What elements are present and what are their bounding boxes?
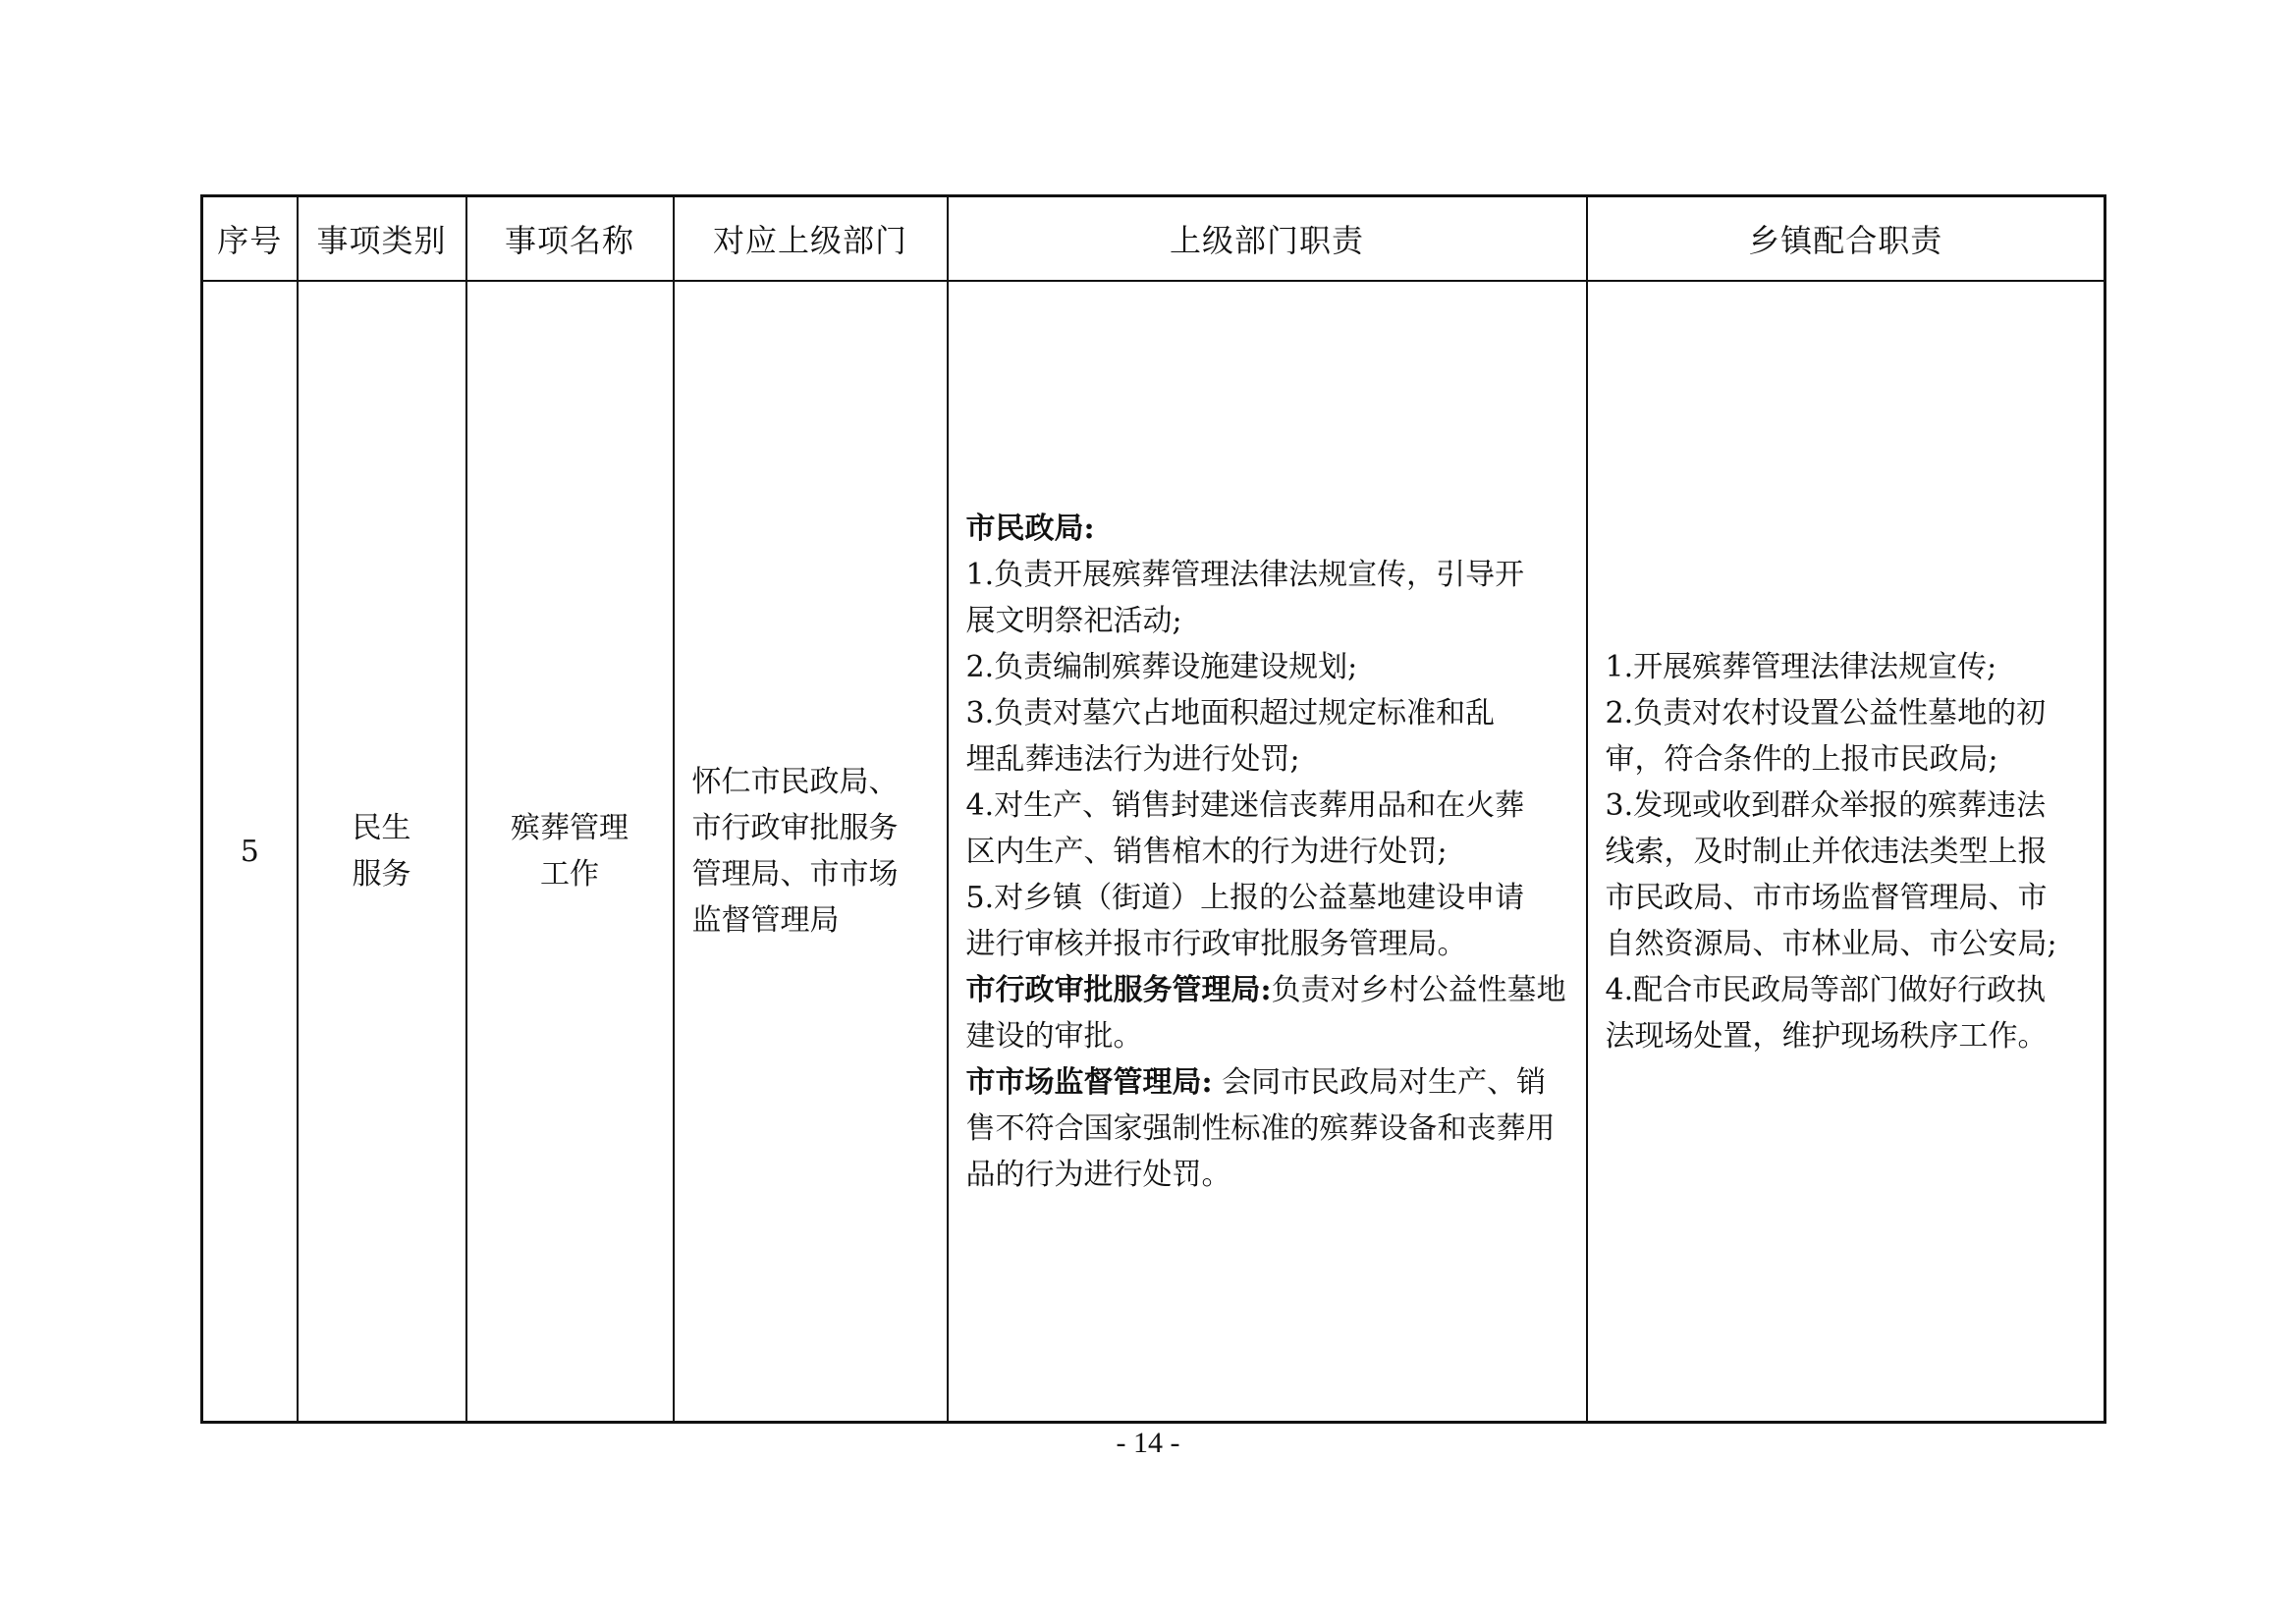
item-name-line: 工作 bbox=[540, 857, 599, 892]
row-index bbox=[202, 281, 298, 1423]
duty-line: 2.负责编制殡葬设施建设规划; bbox=[965, 649, 1358, 684]
market-supervision-title: 市市场监督管理局: bbox=[965, 1064, 1213, 1100]
duty-line: 埋乱葬违法行为进行处罚; bbox=[965, 741, 1300, 777]
township-duties-text bbox=[1606, 644, 2057, 1059]
department-line: 管理局、市市场 bbox=[691, 857, 899, 892]
row-superior-duties bbox=[948, 281, 1587, 1423]
market-supervision-text: 会同市民政局对生产、销售不符合国家强制性标准的殡葬设备和丧葬用品的行为进行处罚。 bbox=[965, 1064, 1556, 1192]
row-township-duties bbox=[1587, 281, 2105, 1423]
category-line: 民生 bbox=[352, 811, 411, 845]
item-name-line: 殡葬管理 bbox=[511, 811, 629, 845]
header-item-name: 事项名称 bbox=[466, 196, 674, 282]
market-supervision-duty bbox=[966, 1059, 1570, 1198]
township-duty-line: 线索，及时制止并依违法类型上报 bbox=[1605, 834, 2048, 869]
duty-line: 展文明祭祀活动; bbox=[965, 603, 1182, 638]
header-index: 序号 bbox=[202, 196, 298, 282]
table-header-row bbox=[202, 196, 2105, 282]
department-line: 怀仁市民政局、 bbox=[691, 765, 899, 799]
township-duty-line: 1.开展殡葬管理法律法规宣传; bbox=[1605, 649, 1997, 684]
header-superior-duties: 上级部门职责 bbox=[948, 196, 1587, 282]
duties-table bbox=[200, 194, 2106, 1424]
table-row bbox=[202, 281, 2105, 1423]
approval-bureau-duty bbox=[966, 967, 1570, 1059]
header-township-duties: 乡镇配合职责 bbox=[1587, 196, 2105, 282]
duty-line: 5.对乡镇（街道）上报的公益墓地建设申请 bbox=[965, 880, 1525, 915]
row-category bbox=[298, 281, 466, 1423]
township-duty-line: 3.发现或收到群众举报的殡葬违法 bbox=[1605, 787, 2047, 823]
category-line: 服务 bbox=[352, 857, 411, 892]
township-duty-line: 市民政局、市市场监督管理局、市 bbox=[1605, 880, 2048, 915]
duty-line: 3.负责对墓穴占地面积超过规定标准和乱 bbox=[965, 695, 1496, 730]
township-duty-line: 2.负责对农村设置公益性墓地的初 bbox=[1605, 695, 2047, 730]
header-superior-department: 对应上级部门 bbox=[674, 196, 948, 282]
duty-line: 1.负责开展殡葬管理法律法规宣传，引导开 bbox=[965, 557, 1525, 592]
department-line: 监督管理局 bbox=[691, 903, 840, 938]
approval-bureau-title: 市行政审批服务管理局: bbox=[965, 972, 1272, 1007]
row-superior-department bbox=[674, 281, 948, 1423]
duty-line: 4.对生产、销售封建迷信丧葬用品和在火葬 bbox=[965, 787, 1525, 823]
duty-line: 进行审核并报市行政审批服务管理局。 bbox=[965, 926, 1467, 961]
department-line: 市行政审批服务 bbox=[691, 811, 899, 845]
approval-bureau-text: 负责对乡村公益性墓地建设的审批。 bbox=[965, 972, 1566, 1054]
page-number: - 14 - bbox=[1116, 1427, 1180, 1459]
superior-duties-text bbox=[966, 506, 1570, 1198]
township-duty-line: 自然资源局、市林业局、市公安局; bbox=[1605, 926, 2057, 961]
township-duty-line: 法现场处置，维护现场秩序工作。 bbox=[1605, 1018, 2048, 1054]
township-duty-line: 审，符合条件的上报市民政局; bbox=[1605, 741, 1998, 777]
row-index-value: 5 bbox=[240, 834, 259, 869]
duty-line: 区内生产、销售棺木的行为进行处罚; bbox=[965, 834, 1448, 869]
row-item-name bbox=[466, 281, 674, 1423]
header-category: 事项类别 bbox=[298, 196, 466, 282]
township-duty-line: 4.配合市民政局等部门做好行政执 bbox=[1605, 972, 2047, 1007]
civil-affairs-bureau-title: 市民政局: bbox=[965, 511, 1095, 546]
